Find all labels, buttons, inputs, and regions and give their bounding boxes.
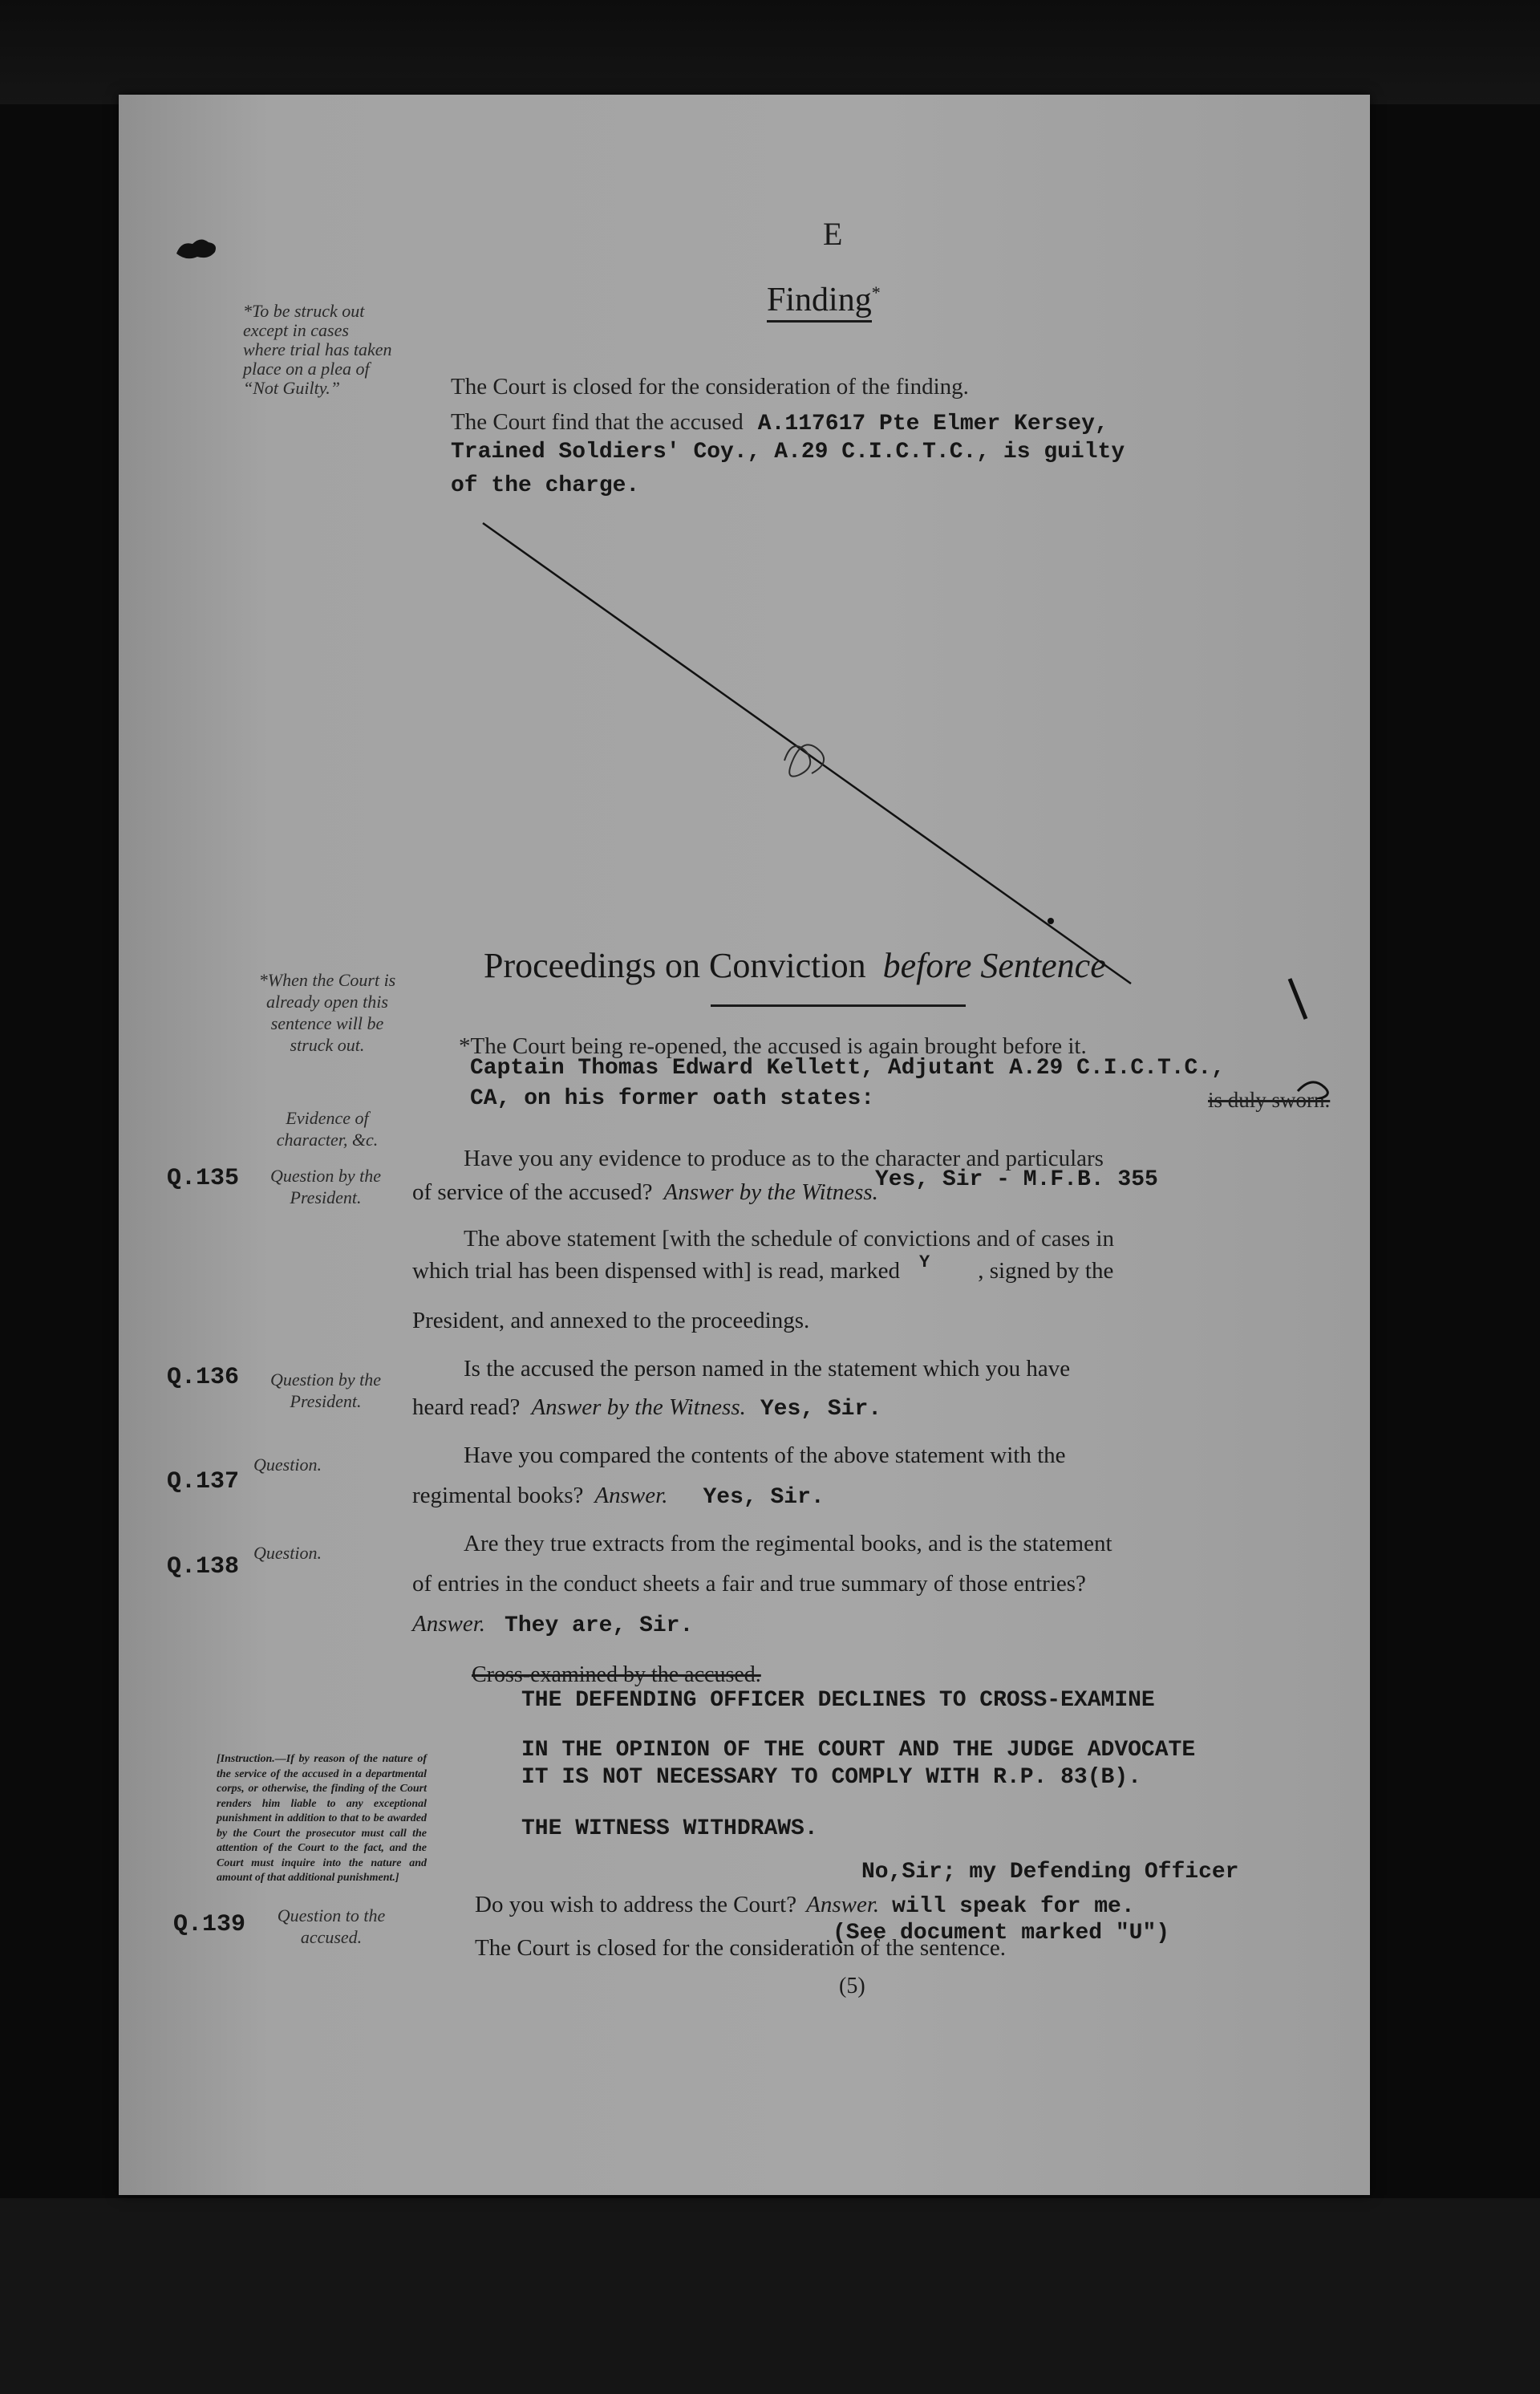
q136-answer: Yes, Sir. (760, 1397, 882, 1422)
finding-heading-wrap (767, 281, 881, 319)
reopen-line: *The Court being re-opened, the accused is again brought before it. (459, 1033, 1087, 1059)
finding-line1: The Court is closed for the consideration of the finding. (451, 374, 969, 400)
q139-text: Do you wish to address the Court? (475, 1892, 797, 1917)
statement-marked: Y (919, 1252, 930, 1272)
q136-answer-label: Answer by the Witness. (531, 1394, 746, 1420)
q136-text-1: Is the accused the person named in the statement which you have (464, 1356, 1071, 1382)
q139-closing: The Court is closed for the consideration of the sentence. (475, 1935, 1006, 1961)
finding-heading-mark: * (871, 282, 881, 302)
witness-line-2 (470, 1086, 1352, 1111)
q138-answer: They are, Sir. (505, 1613, 694, 1638)
finding-typed-accused: A.117617 Pte Elmer Kersey, (757, 412, 1108, 436)
q135-answer: Yes, Sir - M.F.B. 355 (874, 1167, 1158, 1192)
page-number: (5) (839, 1974, 865, 1998)
cross-typed-2: IN THE OPINION OF THE COURT AND THE JUDGE ADVOCATE (521, 1738, 1196, 1763)
statement-line-1: The above statement [with the schedule of convictions and of cases in (464, 1226, 1114, 1252)
q137-answer: Yes, Sir. (703, 1485, 825, 1510)
q139-typed-2: will speak for me. (892, 1894, 1135, 1919)
proceedings-heading-b: before Sentence (882, 946, 1106, 985)
cross-typed-4: THE WITNESS WITHDRAWS. (521, 1816, 818, 1841)
q139-answer-label: Answer. (806, 1892, 880, 1917)
proceedings-margin-note: *When the Court is already open this sentence will be struck out. (258, 970, 396, 1055)
pen-mark (1282, 971, 1346, 1099)
proceedings-heading-rule (711, 1004, 966, 1007)
finding-line2-printed: The Court find that the accused (451, 409, 744, 435)
finding-typed-unit: Trained Soldiers' Coy., A.29 C.I.C.T.C., is guilty (451, 440, 1125, 465)
character-margin-note: Evidence of character, &c. (276, 1108, 379, 1150)
q137-label: Question. (253, 1455, 322, 1475)
scan-background-top (0, 0, 1540, 104)
statement-line-2a: which trial has been dispensed with] is read, marked (412, 1258, 901, 1284)
cross-typed-3: IT IS NOT NECESSARY TO COMPLY WITH R.P. 83(B). (521, 1765, 1141, 1790)
scan-background-bottom (0, 2198, 1540, 2394)
typed-witness-2: CA, on his former oath states: (470, 1086, 875, 1111)
q139-typed-3: (See document marked "U") (833, 1921, 1170, 1946)
proceedings-heading (484, 945, 1106, 986)
statement-line-2b: , signed by the (978, 1258, 1114, 1284)
document-page (119, 95, 1370, 2195)
finding-typed-charge: of the charge. (451, 473, 640, 498)
q138-label: Question. (253, 1543, 322, 1563)
proceedings-heading-a: Proceedings on Conviction (484, 946, 866, 985)
q135-line-2 (412, 1167, 1158, 1207)
q136-number: Q.136 (167, 1364, 240, 1391)
q139-typed-1: No,Sir; my Defending Officer (861, 1860, 1239, 1885)
q135-answer-label: Answer by the Witness. (663, 1179, 878, 1205)
strike-through-line (480, 520, 1153, 1001)
q137-number: Q.137 (167, 1468, 240, 1495)
finding-line2 (451, 409, 1108, 436)
finding-heading: Finding (767, 282, 872, 323)
cross-typed-1: THE DEFENDING OFFICER DECLINES TO CROSS-EXAMINE (521, 1688, 1155, 1713)
q135-text-2: of service of the accused? (412, 1179, 653, 1205)
q136-label: Question by the President. (270, 1369, 382, 1411)
ink-blot-mark (173, 233, 221, 265)
q135-text-1: Have you any evidence to produce as to the character and particulars (464, 1146, 1104, 1171)
instruction-note: [Instruction.—If by reason of the nature of the service of the accused in a departmental corps, or otherwise, the finding of the Court renders him liable to any exceptional punishment in addition to that to be awarded by the Court the prosecutor must call the attention of the Court to the fact, and the Court must inquire into the nature and amount of that additional punishment.] (217, 1753, 427, 1884)
statement-line-3: President, and annexed to the proceedings. (412, 1308, 810, 1333)
q137-text-2: regimental books? (412, 1483, 584, 1508)
q136-text-2: heard read? (412, 1394, 521, 1420)
q136-line-2 (412, 1394, 881, 1422)
q137-text-1: Have you compared the contents of the above statement with the (464, 1442, 1066, 1468)
q139-line (475, 1892, 1135, 1919)
section-letter: E (823, 216, 843, 252)
q138-text-2: of entries in the conduct sheets a fair and true summary of those entries? (412, 1571, 1086, 1597)
q138-number: Q.138 (167, 1553, 240, 1580)
q137-line-2 (412, 1483, 825, 1510)
q135-label: Question by the President. (270, 1166, 382, 1207)
q137-answer-label: Answer. (594, 1483, 668, 1508)
q139-number: Q.139 (173, 1911, 246, 1938)
q138-line-3 (412, 1611, 693, 1638)
finding-margin-note: *To be struck out except in cases where trial has taken place on a plea of “Not Guilty.” (243, 301, 392, 398)
cross-struck: Cross-examined by the accused. (472, 1662, 761, 1687)
q138-answer-label: Answer. (412, 1611, 486, 1637)
struck-sworn: is duly sworn. (1208, 1088, 1331, 1112)
q138-text-1: Are they true extracts from the regimental books, and is the statement (464, 1531, 1112, 1556)
q135-number: Q.135 (167, 1165, 240, 1192)
q139-label: Question to the accused. (277, 1905, 386, 1947)
statement-line-2 (412, 1252, 1114, 1284)
typed-witness-1: Captain Thomas Edward Kellett, Adjutant A.29 C.I.C.T.C., (470, 1056, 1225, 1081)
